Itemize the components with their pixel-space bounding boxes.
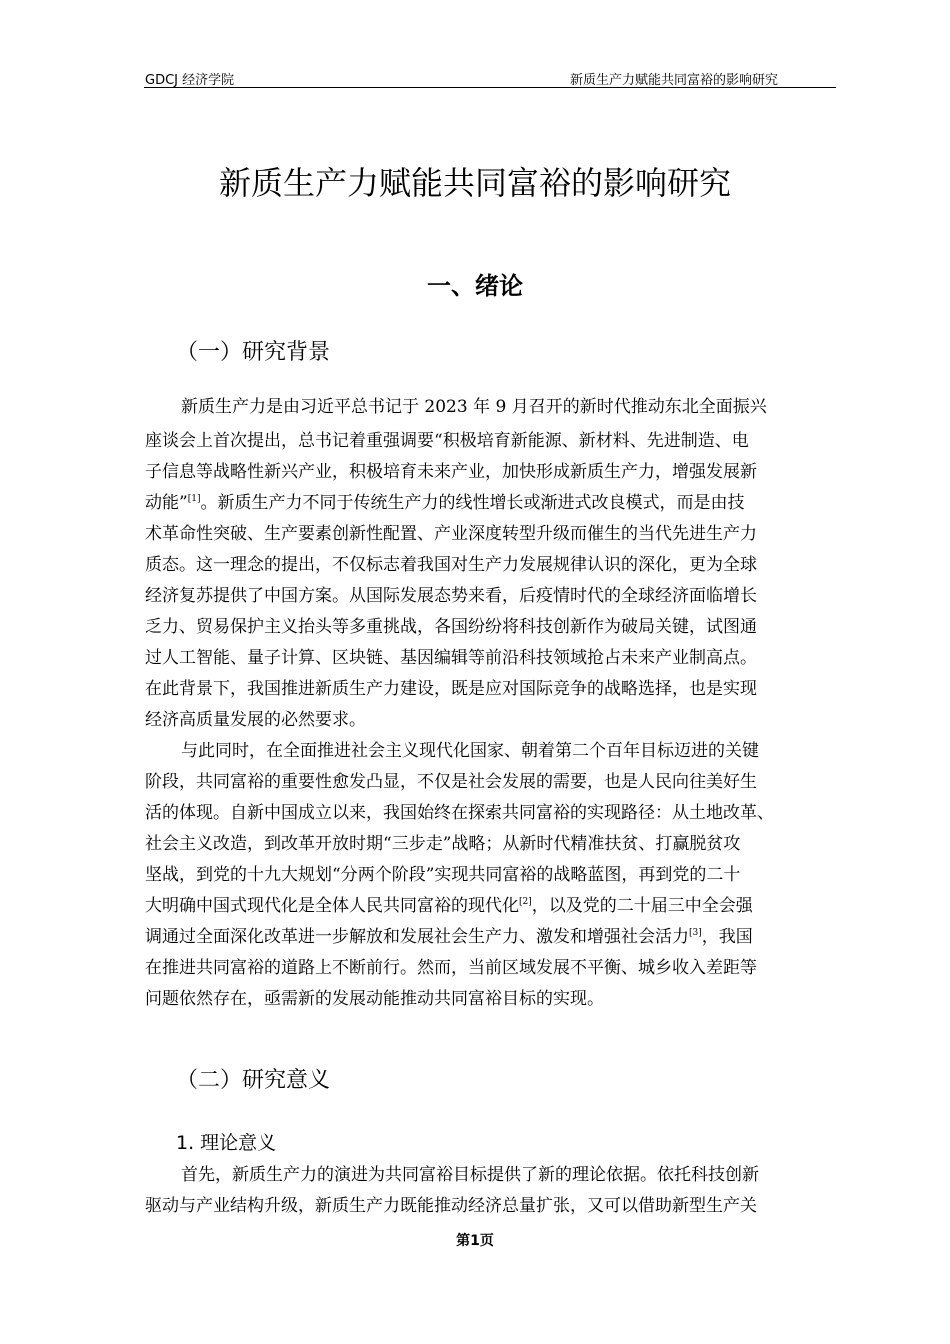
header-right: 新质生产力赋能共同富裕的影响研究 xyxy=(569,73,778,88)
text-line: 问题依然存在，亟需新的发展动能推动共同富裕目标的实现。 xyxy=(145,989,604,1009)
citation-ref-3[interactable]: [3] xyxy=(689,928,702,938)
text-line: 子信息等战略性新兴产业，积极培育未来产业，加快形成新质生产力，增强发展新 xyxy=(145,462,757,482)
text-segment: 。新质生产力不同于传统生产力的线性增长或渐进式改良模式，而是由技 xyxy=(200,493,745,513)
subsection-heading-background: （一）研究背景 xyxy=(176,340,331,365)
text-line: 在推进共同富裕的道路上不断前行。然而，当前区域发展不平衡、城乡收入差距等 xyxy=(145,958,757,978)
text-segment: ，我国 xyxy=(701,927,753,947)
text-line xyxy=(145,896,753,916)
text-line: 与此同时，在全面推进社会主义现代化国家、朝着第二个百年目标迈进的关键 xyxy=(181,741,759,761)
subsection-heading-significance: （二）研究意义 xyxy=(176,1068,331,1093)
text-line: 新质生产力是由习近平总书记于 2023 年 9 月召开的新时代推动东北全面振兴 xyxy=(181,397,767,417)
text-line: 阶段，共同富裕的重要性愈发凸显，不仅是社会发展的需要，也是人民向往美好生 xyxy=(145,772,757,792)
text-line: 活的体现。自新中国成立以来，我国始终在探索共同富裕的实现路径：从土地改革、 xyxy=(145,803,774,823)
text-line: 驱动与产业结构升级，新质生产力既能推动经济总量扩张，又可以借助新型生产关 xyxy=(145,1196,757,1216)
subsubsection-heading-theory: 1. 理论意义 xyxy=(176,1132,277,1154)
page-number: 第1页 xyxy=(456,1233,494,1249)
text-line: 经济高质量发展的必然要求。 xyxy=(145,710,366,730)
text-line: 过人工智能、量子计算、区块链、基因编辑等前沿科技领域抢占未来产业制高点。 xyxy=(145,648,757,668)
text-line: 术革命性突破、生产要素创新性配置、产业深度转型升级而催生的当代先进生产力 xyxy=(145,524,757,544)
text-line: 在此背景下，我国推进新质生产力建设，既是应对国际竞争的战略选择，也是实现 xyxy=(145,679,757,699)
text-line: 经济复苏提供了中国方案。从国际发展态势来看，后疫情时代的全球经济面临增长 xyxy=(145,586,757,606)
text-line: 社会主义改造，到改革开放时期“三步走”战略；从新时代精准扶贫、打赢脱贫攻 xyxy=(145,834,741,854)
text-segment: 大明确中国式现代化是全体人民共同富裕的现代化 xyxy=(145,896,519,916)
paper-title: 新质生产力赋能共同富裕的影响研究 xyxy=(218,164,731,202)
citation-ref-2[interactable]: [2] xyxy=(519,897,532,907)
section-heading-introduction: 一、绪论 xyxy=(427,272,523,300)
text-line: 坚战，到党的十九大规划“分两个阶段”实现共同富裕的战略蓝图，再到党的二十 xyxy=(145,865,741,885)
header-left: GDCJ 经济学院 xyxy=(145,73,235,88)
text-line xyxy=(145,927,753,947)
text-line: 质态。这一理念的提出，不仅标志着我国对生产力发展规律认识的深化，更为全球 xyxy=(145,555,757,575)
text-segment: ，以及党的二十届三中全会强 xyxy=(531,896,753,916)
text-line: 首先，新质生产力的演进为共同富裕目标提供了新的理论依据。依托科技创新 xyxy=(181,1165,759,1185)
text-line xyxy=(145,493,744,513)
text-line: 座谈会上首次提出，总书记着重强调要“积极培育新能源、新材料、先进制造、电 xyxy=(145,431,749,451)
citation-ref-1[interactable]: [1] xyxy=(187,494,201,504)
header-rule xyxy=(144,87,836,88)
text-segment: 调通过全面深化改革进一步解放和发展社会生产力、激发和增强社会活力 xyxy=(145,927,689,947)
text-line: 乏力、贸易保护主义抬头等多重挑战，各国纷纷将科技创新作为破局关键，试图通 xyxy=(145,617,757,637)
text-segment: 动能” xyxy=(145,493,188,513)
